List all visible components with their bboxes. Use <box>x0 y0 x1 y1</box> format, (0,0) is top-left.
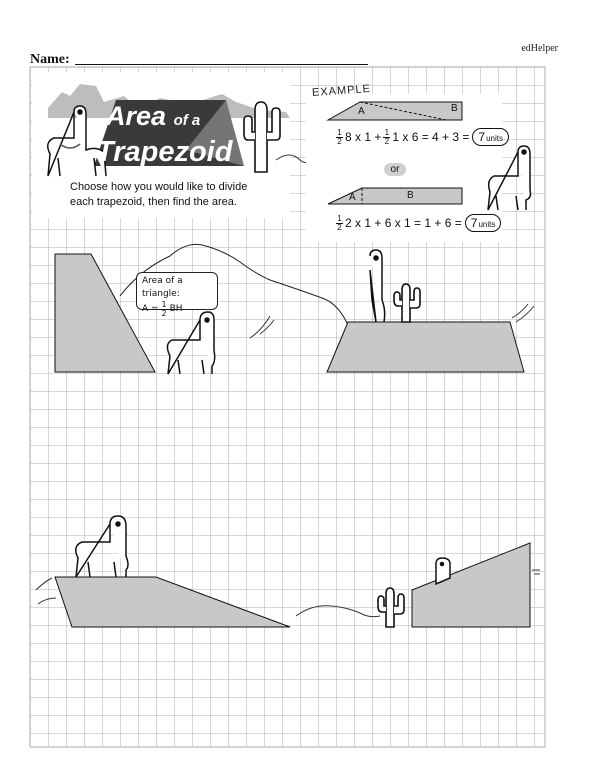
fraction: $\frac{1}{2}$ <box>337 213 342 232</box>
bubble-formula: A = $\frac{1}{2}$ BH <box>142 300 183 318</box>
example-equation-1: $\frac{1}{2}$ 8 x 1 + $\frac{1}{2}$ 1 x 6 = 4 + 3 = 7units <box>334 128 509 146</box>
example-top-label-a: A <box>358 106 365 117</box>
triangle-area-bubble <box>136 272 218 318</box>
trapezoid-2 <box>327 322 524 372</box>
fraction: $\frac{1}{2}$ <box>337 127 342 146</box>
example-top-label-b: B <box>451 103 458 114</box>
title-word-of-a: of a <box>173 112 201 129</box>
example-bottom-label-a: A <box>349 192 356 203</box>
instructions-text: Choose how you would like to divide each trapezoid, then find the area. <box>70 181 248 208</box>
answer-circle: 7units <box>465 214 502 232</box>
title-line-1 <box>106 101 200 132</box>
title-word-area: Area <box>106 101 167 131</box>
fraction: $\frac{1}{2}$ <box>161 300 167 318</box>
answer-circle: 7units <box>472 128 509 146</box>
example-heading: EXAMPLE <box>311 82 372 100</box>
fraction: $\frac{1}{2}$ <box>384 127 390 146</box>
example-bottom-label-b: B <box>407 190 414 201</box>
title-line-2: Trapezoid <box>96 136 233 168</box>
bubble-caption: Area of a triangle: <box>142 276 183 299</box>
or-divider: or <box>384 163 406 176</box>
example-equation-2: $\frac{1}{2}$ 2 x 1 + 6 x 1 = 1 + 6 = 7units <box>334 214 501 232</box>
name-label: Name: <box>30 52 70 67</box>
brand-label: edHelper <box>521 43 558 54</box>
